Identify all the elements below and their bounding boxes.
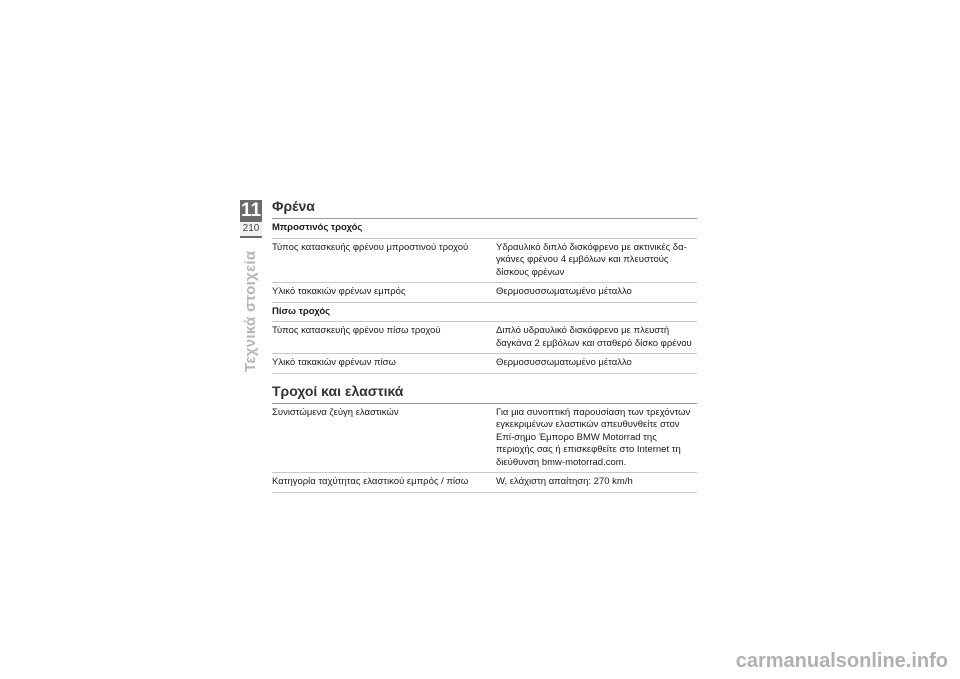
page-number: 210 <box>240 222 262 236</box>
row-value: Θερμοσυσσωματωμένο μέταλλο <box>496 283 697 303</box>
row-value: Διπλό υδραυλικό δισκόφρενο με πλευστή δαγκάνα 2 εμβόλων και σταθερό δίσκο φρένου <box>496 322 697 354</box>
front-wheel-subheading: Μπροστινός τροχός <box>272 219 697 238</box>
brakes-table <box>272 219 697 374</box>
row-value: Υδραυλικό διπλό δισκόφρενο με ακτινικές δα-γκάνες φρένου 4 εμβόλων και πλευστούς δίσκους φρένων <box>496 238 697 283</box>
row-value: Θερμοσυσσωματωμένο μέταλλο <box>496 354 697 374</box>
front-wheel-subheading-row <box>272 219 697 238</box>
chapter-tab <box>240 200 262 238</box>
rear-wheel-subheading: Πίσω τροχός <box>272 302 697 322</box>
rear-wheel-subheading-row <box>272 302 697 322</box>
row-label: Υλικό τακακιών φρένων εμπρός <box>272 283 496 303</box>
chapter-side-title: Τεχνικά στοιχεία <box>242 250 259 372</box>
row-label: Τύπος κατασκευής φρένου πίσω τροχού <box>272 322 496 354</box>
table-row <box>272 283 697 303</box>
row-label: Συνιστώμενα ζεύγη ελαστικών <box>272 404 496 473</box>
brakes-heading: Φρένα <box>272 197 697 219</box>
row-label: Κατηγορία ταχύτητας ελαστικού εμπρός / πίσω <box>272 473 496 493</box>
tyres-table <box>272 404 697 493</box>
row-label: Υλικό τακακιών φρένων πίσω <box>272 354 496 374</box>
chapter-number: 11 <box>240 200 262 221</box>
page-content <box>272 197 697 493</box>
row-value: W, ελάχιστη απαίτηση: 270 km/h <box>496 473 697 493</box>
table-row <box>272 473 697 493</box>
table-row <box>272 238 697 283</box>
tyres-heading: Τροχοί και ελαστικά <box>272 382 697 404</box>
table-row <box>272 404 697 473</box>
row-value: Για μια συνοπτική παρουσίαση των τρεχόντων εγκεκριμένων ελαστικών απευθυνθείτε στον Επί-σημο Έμπορο BMW Motorrad της περιοχής σας ή επισκεφθείτε στο Internet τη διεύθυνση bmw-motorrad.com. <box>496 404 697 473</box>
watermark-logo: carmanualsonline.info <box>735 650 948 672</box>
table-row <box>272 354 697 374</box>
table-row <box>272 322 697 354</box>
row-label: Τύπος κατασκευής φρένου μπροστινού τροχού <box>272 238 496 283</box>
